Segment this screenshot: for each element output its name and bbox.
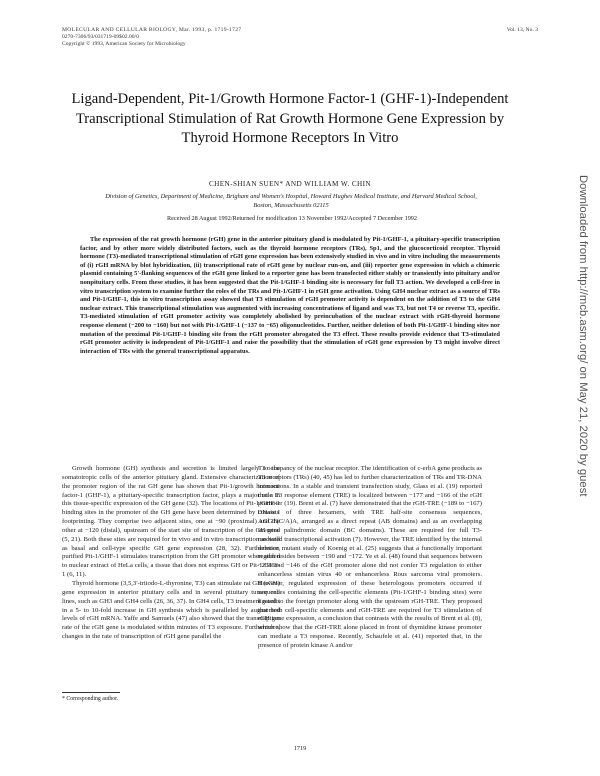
authors: CHEN-SHIAN SUEN* AND WILLIAM W. CHIN — [208, 180, 371, 188]
paragraph: T3 occupancy of the nuclear receptor. The identification of c-erbA gene products as T3 receptors (TRs) (40, 45) has led to further characterization of TRs and TR-DNA interactions. In a stable and transient transfection study, Glass et al. (19) reported that a T3 response element (TRE) is localized between −177 and −166 of the rGH promoter (19). Brent et al. (7) have demonstrated that the rGH-TRE (−189 to −167) consists of three hexamers, with TRE half-site consensus sequences, AGGT(C/A)A, arranged as a direct repeat (AB domains) and as an overlapping inverted palindromic domain (BC domains). These are required for full T3-mediated transcriptional activation (7). However, the TRE identified by the internal deletion mutant study of Koenig et al. (25) suggests that a functionally important region resides between −190 and −172. Ye et al. (48) found that sequences between −236 and −146 of the rGH promoter alone did not confer T3 regulation to either enhancerless simian virus 40 or enhancerless Rous sarcoma viral promoters. However, regulated expression of these heterologous promoters occurred if sequences containing the cell-specific elements (Pit-1/GHF-1 binding sites) were ligated to the foreign promoter along with the upstream rGH-TRE. They proposed that both cell-specific elements and rGH-TRE are required for T3 stimulation of rGH gene expression, a conclusion that contrasts with the results of Brent et al. (8), which show that the rGH-TRE alone placed in front of thymidine kinase promoter can mediate a T3 response. Recently, Schaufele et al. (41) reported that, in the presence of protein kinase A and/or — [258, 465, 482, 649]
abstract: The expression of the rat growth hormone (rGH) gene in the anterior pituitary gland is modulated by Pit-1/GHF-1, a pituitary-specific transcription factor, and by other more widely distributed factors, such as the thyroid hormone receptors (TRs), Sp1, and the glucocorticoid receptor. Thyroid hormone (T3)-mediated transcriptional stimulation of rGH gene expression has been extensively studied in vivo and in vitro including the measurements of (i) rGH mRNA by blot hybridization, (ii) transcriptional rate of rGH gene by nuclear run-on, and (iii) reporter gene expression in which a chimeric plasmid containing 5'-flanking sequences of the rGH gene linked to a reporter gene has been transfected either stably or transiently into pituitary and/or nonpituitary cells. From these studies, it has been suggested that the Pit-1/GHF-1 binding site is necessary for full T3 action. We developed a cell-free in vitro transcription system to examine further the roles of the TRs and Pit-1/GHF-1 in rGH gene activation. Using GH4 nuclear extract as a source of TRs and Pit-1/GHF-1, this in vitro transcription assay showed that T3 stimulation of rGH promoter activity is dependent on the addition of T3 to the GH4 nuclear extract. This transcriptional stimulation was augmented with increasing concentrations of ligand and was T3, but not T4 or reverse T3, specific. T3-mediated stimulation of rGH promoter activity was completely abolished by preincubation of the nuclear extract with rGH-thyroid hormone response element (−200 to −160) but not with Pit-1/GHF-1 (−137 to −65) oligonucleotides. Further, neither deletion of both Pit-1/GHF-1 binding sites nor mutation of the proximal Pit-1/GHF-1 binding site from the rGH promoter abrogated the T3 effect. These results provide evidence that T3-stimulated rGH promoter activity is independent of Pit-1/GHF-1 and raise the possibility that the stimulation of rGH gene expression by T3 might involve direct interaction of TRs with the general transcriptional apparatus. — [80, 236, 500, 355]
page-number: 1719 — [293, 745, 307, 752]
footnote-divider — [62, 692, 120, 693]
paragraph: Thyroid hormone (3,5,3'-triiodo-L-thyronine, T3) can stimulate rat GH (rGH) gene expression in anterior pituitary cells and in several pituitary tumor cell lines, such as GH3 and GH4 cells (26, 36, 37). In GH4 cells, T3 treatment results in a 5- to 10-fold increase in GH synthesis which is paralleled by augmented levels of rGH mRNA. Yaffe and Samuels (47) also showed that the transcription rate of the rGH gene is modulated within minutes of T3 exposure. Furthermore, changes in the rate of transcription of rGH gene parallel the — [62, 579, 280, 641]
journal-citation: MOLECULAR AND CELLULAR BIOLOGY, Mar. 1993, p. 1719-1727 — [62, 27, 242, 33]
received-dates: Received 28 August 1992/Returned for modification 13 November 1992/Accepted 7 December 1992 — [166, 215, 417, 222]
affiliation: Division of Genetics, Department of Medicine, Brigham and Women's Hospital, Howard Hughes Medical Institute, and Harvard Medical School, Boston, Massachusetts 02115 — [105, 193, 477, 209]
body-column-right — [258, 465, 482, 651]
article-title: Ligand-Dependent, Pit-1/Growth Hormone Factor-1 (GHF-1)-Independent Transcriptional Stimulation of Rat Growth Hormone Gene Expression by Thyroid Hormone Receptors In Vitro — [71, 91, 509, 146]
download-watermark: Downloaded from http://mcb.asm.org/ on May 21, 2020 by guest — [577, 175, 589, 497]
copyright-line: Copyright © 1993, American Society for Microbiology — [62, 41, 186, 47]
body-column-left — [62, 465, 280, 642]
volume-label: Vol. 13, No. 3 — [506, 27, 538, 33]
issn-line: 0270-7306/93/031719-09$02.00/0 — [62, 34, 139, 40]
paragraph: Growth hormone (GH) synthesis and secretion is limited largely to the somatotropic cells of the anterior pituitary gland. Extensive characterization of the promoter region of the rat GH gene has shown that Pit-1/growth hormone factor-1 (GHF-1), a pituitary-specific transcription factor, plays a major role in this tissue-specific expression of the GH gene (32). The locations of Pit-1/GHF-1 binding sites in the promoter of the GH gene have been determined by DNase I footprinting. They comprise two adjacent sites, one at −90 (proximal) and the other at −120 (distal), upstream of the start site of transcription of the GH gene (5, 21). Both these sites are required for in vivo and in vitro transcription as well as basal and cell-type specific GH gene expression (28, 32). Furthermore, purified Pit-1/GHF-1 stimulates transcription from the GH promoter when added to nuclear extract of HeLa cells, a tissue that does not express GH or Pit-1/GHF-1 (6, 11). — [62, 465, 280, 579]
running-header — [62, 27, 241, 48]
footnote: * Corresponding author. — [62, 696, 119, 702]
